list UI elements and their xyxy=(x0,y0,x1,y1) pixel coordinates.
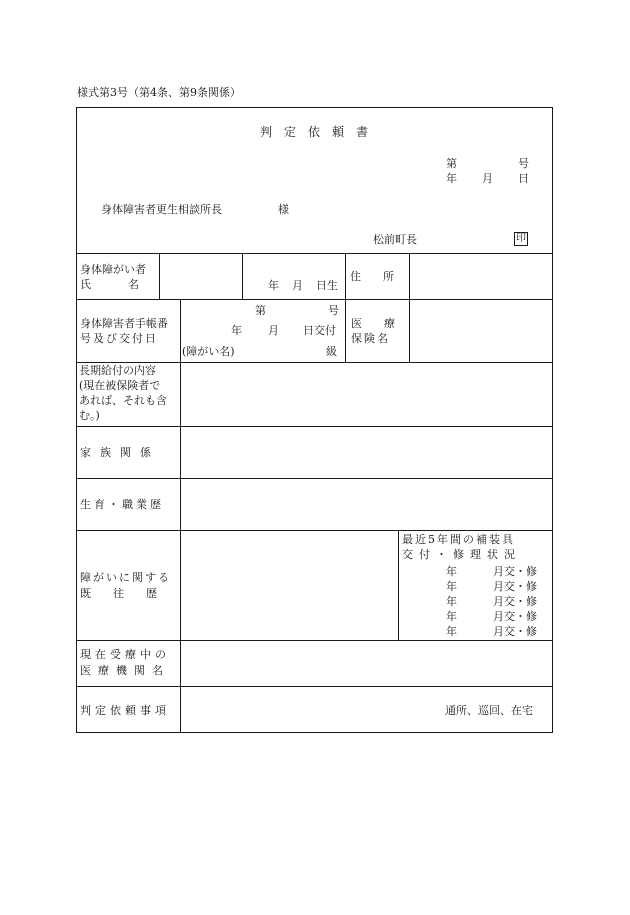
col-divider xyxy=(159,253,160,299)
handbook-number-suffix: 号 xyxy=(328,304,339,317)
handbook-year: 年 xyxy=(231,324,242,337)
medical-label-line2: 医療機関名 xyxy=(80,664,170,677)
date-month: 月 xyxy=(482,172,493,185)
equipment-row-status: 月交・修 xyxy=(493,565,537,578)
equipment-row-status: 月交・修 xyxy=(493,580,537,593)
handbook-label-line2: 号及び交付日 xyxy=(80,332,158,345)
date-year: 年 xyxy=(446,172,457,185)
seal-mark: 印 xyxy=(516,233,526,244)
person-label-line1: 身体障がい者 xyxy=(80,263,146,276)
birth-year: 年 xyxy=(268,279,279,292)
col-divider xyxy=(242,253,243,299)
row-divider xyxy=(76,640,553,641)
long-term-label-line4: む。) xyxy=(79,409,100,422)
row-divider xyxy=(76,478,553,479)
family-label: 家族関係 xyxy=(80,446,160,459)
disability-label: (障がい名) xyxy=(182,345,235,358)
equipment-row-year: 年 xyxy=(446,565,457,578)
person-label-line2: 氏 名 xyxy=(80,278,140,291)
birth-month: 月 xyxy=(292,279,303,292)
doc-number-suffix: 号 xyxy=(518,157,529,170)
col-divider xyxy=(345,253,346,362)
doc-number-prefix: 第 xyxy=(446,157,457,170)
handbook-label-line1: 身体障害者手帳番 xyxy=(80,317,168,330)
medical-label-line1: 現在受療中の xyxy=(80,648,170,661)
handbook-day: 日交付 xyxy=(303,324,336,337)
date-day: 日 xyxy=(518,172,529,185)
equipment-row-year: 年 xyxy=(446,610,457,623)
row-divider xyxy=(76,686,553,687)
career-label: 生育・職業歴 xyxy=(80,498,164,511)
equipment-header-line2: 交付・修理状況 xyxy=(402,548,521,561)
address-label: 住 所 xyxy=(350,270,394,283)
col-divider xyxy=(409,253,410,362)
addressee-honorific: 様 xyxy=(278,203,289,216)
form-number: 様式第3号（第4条、第9条関係） xyxy=(77,86,241,99)
col-divider xyxy=(398,530,399,640)
long-term-label-line3: あれば、それも含 xyxy=(79,394,167,407)
long-term-label-line1: 長期給付の内容 xyxy=(79,364,156,377)
equipment-header-line1: 最近5年間の補装具 xyxy=(402,533,515,546)
equipment-row-status: 月交・修 xyxy=(493,595,537,608)
birth-day: 日生 xyxy=(316,279,338,292)
handbook-number-prefix: 第 xyxy=(255,304,266,317)
row-divider xyxy=(76,299,553,300)
request-label: 判定依頼事項 xyxy=(80,704,170,717)
row-divider xyxy=(76,426,553,427)
long-term-label-line2: (現在被保険者で xyxy=(79,379,161,392)
request-options: 通所、巡回、在宅 xyxy=(445,704,533,717)
equipment-row-status: 月交・修 xyxy=(493,625,537,638)
sender-name: 松前町長 xyxy=(373,233,417,246)
col-divider xyxy=(180,299,181,733)
history-label-line1: 障がいに関する xyxy=(80,571,171,584)
row-divider xyxy=(76,362,553,363)
addressee-office: 身体障害者更生相談所長 xyxy=(101,203,222,216)
insurance-label-line1: 医 療 xyxy=(351,317,395,330)
equipment-row-year: 年 xyxy=(446,625,457,638)
row-divider xyxy=(76,253,553,254)
handbook-month: 月 xyxy=(268,324,279,337)
equipment-row-status: 月交・修 xyxy=(493,610,537,623)
form-title: 判 定 依 頼 書 xyxy=(260,125,369,139)
row-divider xyxy=(76,530,553,531)
equipment-row-year: 年 xyxy=(446,595,457,608)
insurance-label-line2: 保険名 xyxy=(351,332,390,345)
equipment-row-year: 年 xyxy=(446,580,457,593)
disability-grade: 級 xyxy=(326,345,337,358)
history-label-line2: 既 往 歴 xyxy=(80,587,157,600)
